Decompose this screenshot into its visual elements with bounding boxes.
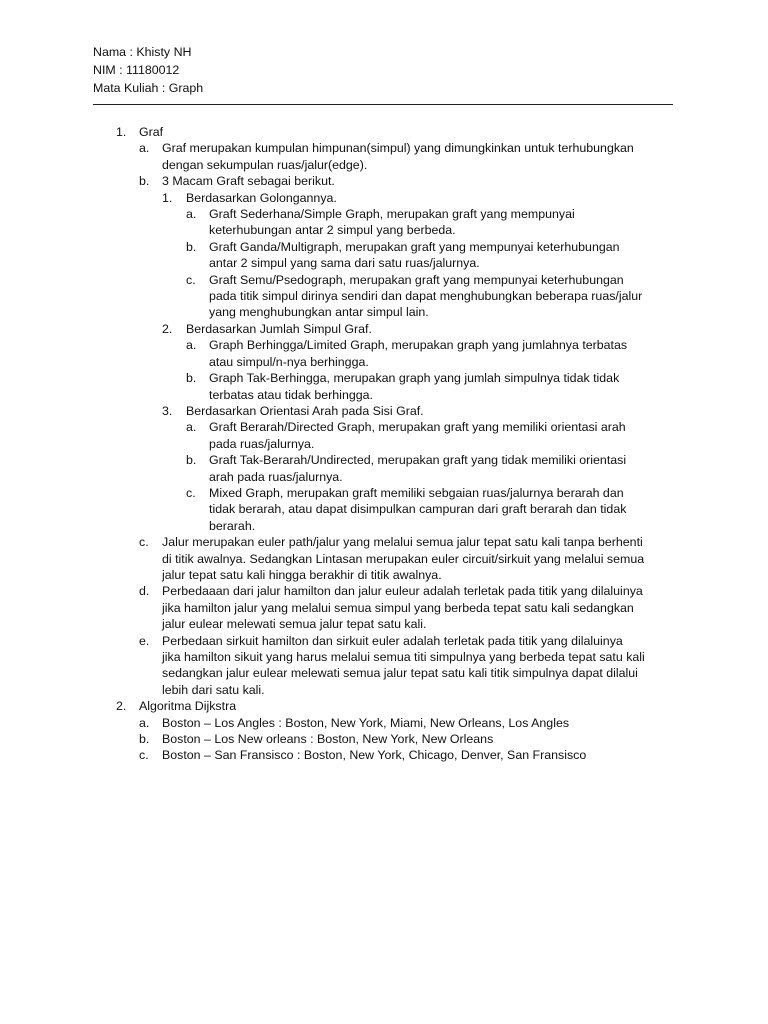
course-name: Mata Kuliah : Graph <box>93 81 204 95</box>
item-line: terbatas atau tidak berhingga. <box>209 387 373 402</box>
student-nim: NIM : 11180012 <box>93 63 180 77</box>
list-marker: 1. <box>116 125 127 139</box>
item-line: Perbedaan sirkuit hamilton dan sirkuit euler adalah terletak pada titik yang dilaluinya <box>162 633 623 648</box>
item-line: antar 2 simpul yang sama dari satu ruas/jalurnya. <box>209 256 480 271</box>
item-1b <box>93 173 683 189</box>
list-marker: c. <box>139 748 149 763</box>
list-marker: c. <box>186 272 196 287</box>
list-marker: e. <box>139 633 150 648</box>
item-line: tidak berarah, atau dapat disimpulkan campuran dari graft berarah dan tidak <box>209 502 627 517</box>
route-line: Boston – Los New orleans : Boston, New York, New Orleans <box>162 732 494 747</box>
group-2-item-a <box>93 337 683 370</box>
item-line: lebih dari satu kali. <box>162 682 265 697</box>
student-name: Nama : Khisty NH <box>93 45 192 59</box>
group-1-item-c <box>93 272 683 321</box>
item-line: Graf merupakan kumpulan himpunan(simpul) yang dimungkinkan untuk terhubungkan <box>162 141 634 156</box>
list-marker: c. <box>186 485 196 500</box>
section-1-heading <box>93 124 683 140</box>
item-line: Graph Tak-Berhingga, merupakan graph yang jumlah simpulnya tidak tidak <box>209 371 620 386</box>
item-1a <box>93 140 683 173</box>
group-3-item-c <box>93 485 683 534</box>
item-line: Graft Sederhana/Simple Graph, merupakan graft yang mempunyai <box>209 207 575 222</box>
group-1-item-a <box>93 206 683 239</box>
item-line: atau simpul/n-nya berhingga. <box>209 354 369 369</box>
group-3 <box>93 403 683 419</box>
section-title: Graf <box>139 125 164 139</box>
item-line: sedangkan jalur eulear melewati semua jalur tepat satu kali titik simpulnya dapat dilalui <box>162 666 638 681</box>
list-marker: b. <box>186 453 197 468</box>
item-2c <box>93 747 683 763</box>
header-divider <box>93 104 673 105</box>
list-marker: a. <box>139 715 150 730</box>
group-3-item-b <box>93 452 683 485</box>
item-line: Graft Ganda/Multigraph, merupakan graft yang mempunyai keterhubungan <box>209 239 620 254</box>
item-line: Graft Tak-Berarah/Undirected, merupakan graft yang tidak memiliki orientasi <box>209 453 627 468</box>
group-2 <box>93 321 683 337</box>
item-line: jalur eulear melewati semua jalur tepat satu kali. <box>162 617 427 632</box>
item-1d <box>93 583 683 632</box>
list-marker: b. <box>139 174 150 189</box>
list-marker: b. <box>186 239 197 254</box>
group-3-item-a <box>93 419 683 452</box>
item-line: keterhubungan antar 2 simpul yang berbeda. <box>209 223 456 238</box>
item-line: arah pada ruas/jalurnya. <box>209 469 343 484</box>
list-marker: 2. <box>162 321 173 336</box>
item-line: yang menghubungkan antar simpul lain. <box>209 305 429 320</box>
item-1c <box>93 534 683 583</box>
item-1e <box>93 633 683 699</box>
group-title: Berdasarkan Orientasi Arah pada Sisi Graf. <box>186 403 424 418</box>
route-line: Boston – Los Angles : Boston, New York, Miami, New Orleans, Los Angles <box>162 715 570 730</box>
group-2-item-b <box>93 370 683 403</box>
item-line: berarah. <box>209 518 256 533</box>
list-marker: 2. <box>116 699 127 714</box>
item-line: dengan sekumpulan ruas/jalur(edge). <box>162 157 368 172</box>
section-2-heading <box>93 698 683 714</box>
item-line: jika hamilton jalur yang melalui semua simpul yang berbeda tepat satu kali sedangkan <box>162 600 634 615</box>
item-line: di titik awalnya. Sedangkan Lintasan merupakan euler circuit/sirkuit yang melalui semua <box>162 551 645 566</box>
list-marker: b. <box>139 732 150 747</box>
list-marker: a. <box>186 420 197 435</box>
group-title: Berdasarkan Jumlah Simpul Graf. <box>186 321 372 336</box>
item-line: Mixed Graph, merupakan graft memiliki sebgaian ruas/jalurnya berarah dan <box>209 485 624 500</box>
list-marker: c. <box>139 535 149 550</box>
item-line: jika hamilton sikuit yang harus melalui semua titi simpulnya yang berbeda tepat satu kali <box>162 650 645 664</box>
item-line: Graft Berarah/Directed Graph, merupakan graft yang memiliki orientasi arah <box>209 420 626 435</box>
item-line: pada ruas/jalurnya. <box>209 436 315 451</box>
item-line: Graph Berhingga/Limited Graph, merupakan graph yang jumlahnya terbatas <box>209 338 628 353</box>
document-body <box>93 124 683 764</box>
list-marker: d. <box>139 584 150 599</box>
item-line: Graft Semu/Psedograph, merupakan graft yang mempunyai keterhubungan <box>209 272 624 287</box>
group-title: Berdasarkan Golongannya. <box>186 190 337 205</box>
item-line: Jalur merupakan euler path/jalur yang melalui semua jalur tepat satu kali tanpa berhenti <box>162 535 643 550</box>
list-marker: b. <box>186 371 197 386</box>
list-marker: a. <box>186 338 197 353</box>
list-marker: 1. <box>162 190 173 205</box>
section-title: Algoritma Dijkstra <box>139 699 237 714</box>
item-line: 3 Macam Graft sebagai berikut. <box>162 174 335 189</box>
student-header <box>93 44 203 98</box>
list-marker: a. <box>139 141 150 156</box>
item-line: jalur tepat satu kali hingga berakhir di titik awalnya. <box>162 567 442 582</box>
list-marker: a. <box>186 207 197 222</box>
item-2a <box>93 715 683 731</box>
route-line: Boston – San Fransisco : Boston, New York, Chicago, Denver, San Fransisco <box>162 748 587 763</box>
item-line: pada titik simpul dirinya sendiri dan dapat menghubungkan beberapa ruas/jalur <box>209 289 643 304</box>
item-line: Perbedaaan dari jalur hamilton dan jalur euleur adalah terletak pada titik yang dilaluinya <box>162 584 643 599</box>
group-1 <box>93 190 683 206</box>
list-marker: 3. <box>162 403 173 418</box>
group-1-item-b <box>93 239 683 272</box>
item-2b <box>93 731 683 747</box>
